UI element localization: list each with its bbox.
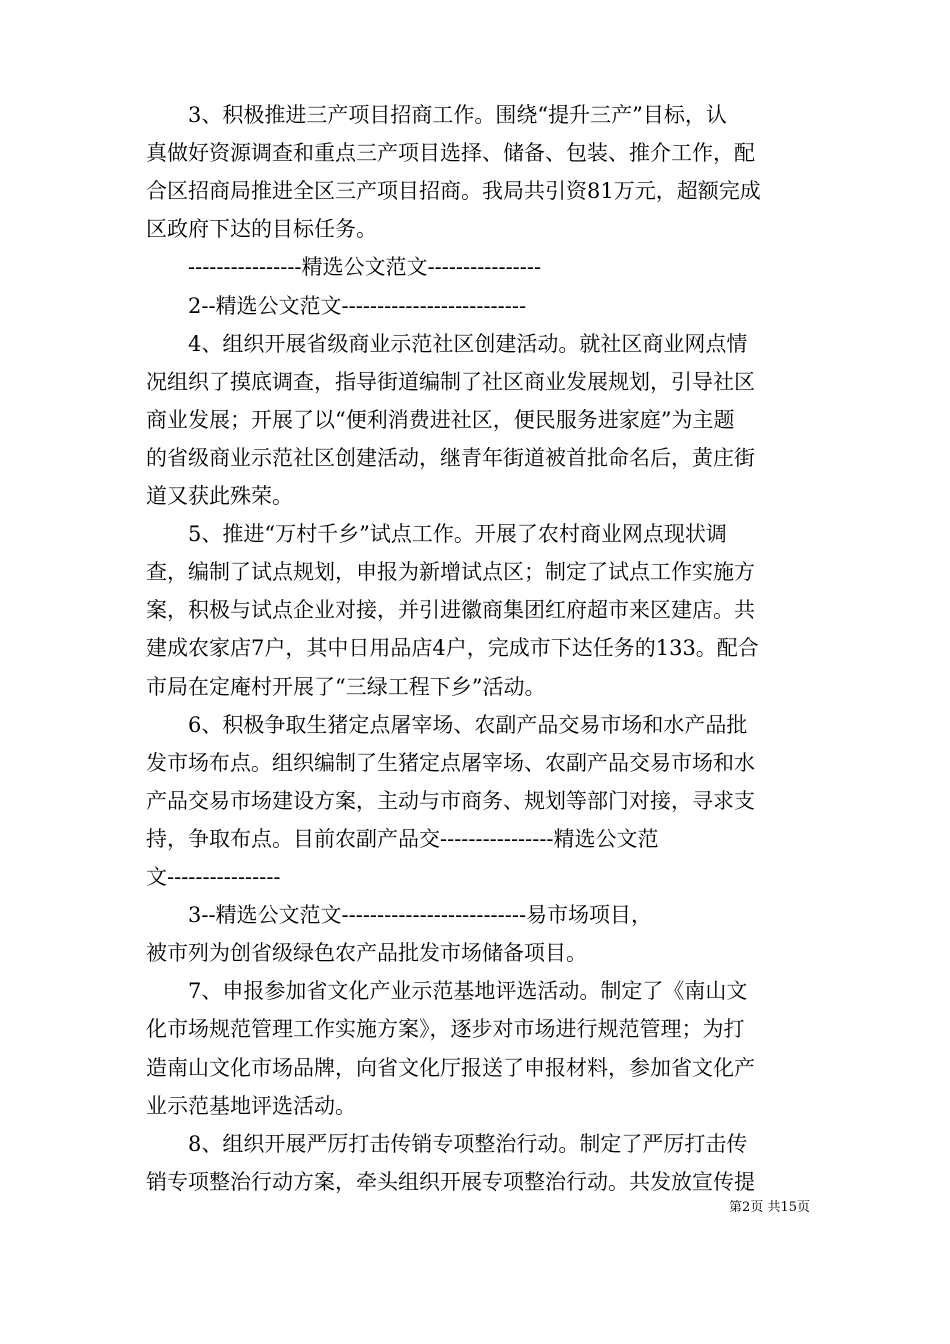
text-line: 市局在定庵村开展了“三绿工程下乡”活动。 <box>146 674 546 699</box>
text-line: 5、推进“万村千乡”试点工作。开展了农村商业网点现状调 <box>146 522 727 547</box>
text-line: 造南山文化市场品牌，向省文化厅报送了申报材料，参加省文化产 <box>146 1055 755 1080</box>
text-line: 7、申报参加省文化产业示范基地评选活动。制定了《南山文 <box>146 979 748 1004</box>
text-line: 建成农家店7户，其中日用品店4户，完成市下达任务的133。配合 <box>146 636 759 661</box>
text-line: 3--精选公文范文--------------------------易市场项目， <box>146 903 653 928</box>
text-line: 被市列为创省级绿色农产品批发市场储备项目。 <box>146 941 587 966</box>
text-line: 合区招商局推进全区三产项目招商。我局共引资81万元，超额完成 <box>146 179 761 204</box>
text-line: 真做好资源调查和重点三产项目选择、储备、包装、推介工作，配 <box>146 141 755 166</box>
text-line: 况组织了摸底调查，指导街道编制了社区商业发展规划，引导社区 <box>146 369 755 394</box>
text-line: 3、积极推进三产项目招商工作。围绕“提升三产”目标，认 <box>146 103 727 127</box>
text-line: 持，争取布点。目前农副产品交----------------精选公文范 <box>146 826 659 851</box>
text-line: 销专项整治行动方案，牵头组织开展专项整治行动。共发放宣传提 <box>146 1169 755 1194</box>
text-line: 文---------------- <box>146 865 281 889</box>
page-footer: 第2页 共15页 <box>729 1200 810 1215</box>
text-line: 产品交易市场建设方案，主动与市商务、规划等部门对接，寻求支 <box>146 788 755 813</box>
text-line: 6、积极争取生猪定点屠宰场、农副产品交易市场和水产品批 <box>146 712 748 737</box>
text-line: 4、组织开展省级商业示范社区创建活动。就社区商业网点情 <box>146 331 748 356</box>
text-line: 8、组织开展严厉打击传销专项整治行动。制定了严厉打击传 <box>146 1131 748 1156</box>
text-line: 化市场规范管理工作实施方案》，逐步对市场进行规范管理；为打 <box>146 1017 745 1042</box>
text-line: 业示范基地评选活动。 <box>146 1093 356 1118</box>
text-line: ----------------精选公文范文---------------- <box>146 255 542 280</box>
text-line: 案，积极与试点企业对接，并引进徽商集团红府超市来区建店。共 <box>146 598 755 623</box>
text-line: 的省级商业示范社区创建活动，继青年街道被首批命名后，黄庄街 <box>146 445 755 470</box>
text-line: 道又获此殊荣。 <box>146 484 293 508</box>
text-line: 区政府下达的目标任务。 <box>146 217 377 242</box>
text-line: 查，编制了试点规划，申报为新增试点区；制定了试点工作实施方 <box>146 560 755 585</box>
text-line: 发市场布点。组织编制了生猪定点屠宰场、农副产品交易市场和水 <box>146 750 755 775</box>
text-line: 2--精选公文范文-------------------------- <box>146 293 527 318</box>
text-line: 商业发展；开展了以“便利消费进社区，便民服务进家庭”为主题 <box>146 407 735 432</box>
